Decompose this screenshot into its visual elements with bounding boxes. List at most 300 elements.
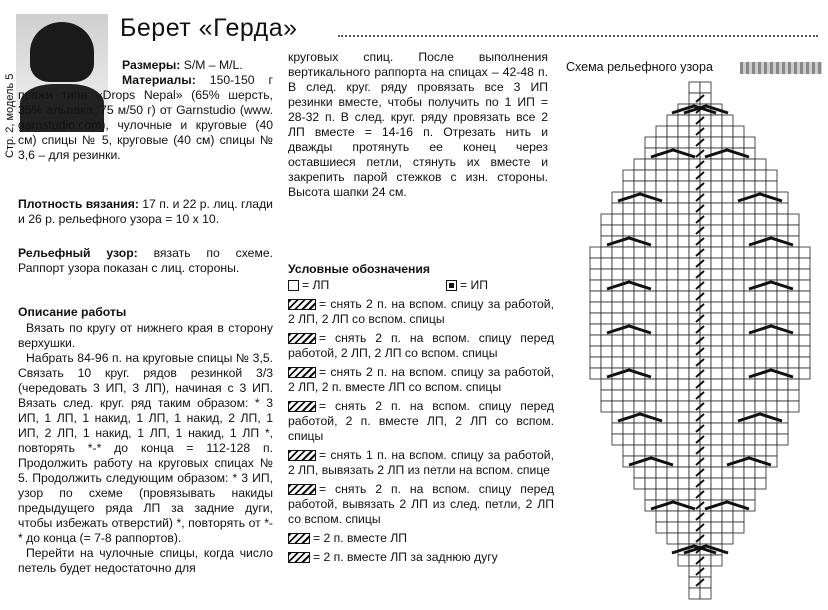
chart-cell xyxy=(700,489,711,500)
chart-cell xyxy=(722,412,733,423)
chart-cell xyxy=(645,445,656,456)
chart-cell xyxy=(678,302,689,313)
chart-cell xyxy=(623,346,634,357)
chart-cell xyxy=(612,258,623,269)
chart-cell xyxy=(645,401,656,412)
chart-cell xyxy=(590,368,601,379)
chart-cell xyxy=(612,269,623,280)
chart-cell xyxy=(623,181,634,192)
chart-cell xyxy=(700,225,711,236)
chart-cell xyxy=(667,203,678,214)
chart-cell xyxy=(799,269,810,280)
chart-cell xyxy=(700,324,711,335)
chart-cell xyxy=(711,181,722,192)
chart-cell xyxy=(700,346,711,357)
chart-cell xyxy=(755,214,766,225)
chart-cell xyxy=(678,368,689,379)
chart-cell xyxy=(656,401,667,412)
chart-cell xyxy=(722,247,733,258)
chart-cell xyxy=(700,390,711,401)
chart-cell xyxy=(700,555,711,566)
chart-cell xyxy=(777,269,788,280)
chart-cell xyxy=(612,379,623,390)
chart-title: Схема рельефного узора xyxy=(566,60,713,74)
chart-cell xyxy=(744,159,755,170)
chart-cell xyxy=(645,269,656,280)
chart-cell xyxy=(656,346,667,357)
chart-cell xyxy=(733,445,744,456)
chart-cell xyxy=(755,170,766,181)
chart-cell xyxy=(700,203,711,214)
chart-cell xyxy=(667,533,678,544)
chart-cell xyxy=(799,357,810,368)
chart-cell xyxy=(722,445,733,456)
chart-cell xyxy=(678,401,689,412)
chart-cell xyxy=(700,170,711,181)
chart-cell xyxy=(733,346,744,357)
chart-cell xyxy=(722,346,733,357)
chart-cell xyxy=(634,302,645,313)
chart-cell xyxy=(689,291,700,302)
chart-cell xyxy=(744,269,755,280)
chart-cell xyxy=(722,302,733,313)
chart-cell xyxy=(634,335,645,346)
chart-cell xyxy=(689,346,700,357)
chart-cell xyxy=(612,313,623,324)
work-paragraph-1: Вязать по кругу от нижнего края в сторону верхушки. xyxy=(18,321,273,350)
chart-cell xyxy=(711,346,722,357)
chart-cell xyxy=(722,533,733,544)
chart-cell xyxy=(700,533,711,544)
chart-cell xyxy=(634,313,645,324)
chart-cell xyxy=(733,203,744,214)
chart-cell xyxy=(623,291,634,302)
chart-cell xyxy=(755,445,766,456)
legend-item: = 2 п. вместе ЛП за заднюю дугу xyxy=(313,550,498,564)
chart-cell xyxy=(777,401,788,412)
chart-cell xyxy=(678,115,689,126)
chart-cell xyxy=(634,291,645,302)
chart-cell xyxy=(689,423,700,434)
chart-cell xyxy=(667,357,678,368)
chart-cell xyxy=(711,489,722,500)
chart-cell xyxy=(634,379,645,390)
chart-cell xyxy=(711,203,722,214)
chart-cell xyxy=(689,412,700,423)
chart-cell xyxy=(612,401,623,412)
chart-cell xyxy=(634,214,645,225)
chart-cell xyxy=(623,258,634,269)
legend-item: = снять 2 п. на вспом. спицу за работой, 2 ЛП, 2 ЛП со вспом. спицы xyxy=(288,297,554,326)
chart-cell xyxy=(755,357,766,368)
cable-front-dec-icon xyxy=(288,401,316,412)
chart-cell xyxy=(799,302,810,313)
chart-cell xyxy=(711,368,722,379)
chart-cell xyxy=(711,126,722,137)
chart-cell xyxy=(678,236,689,247)
chart-cell xyxy=(667,225,678,236)
chart-cell xyxy=(711,247,722,258)
chart-cell xyxy=(601,269,612,280)
chart-cell xyxy=(623,225,634,236)
chart-cell xyxy=(733,137,744,148)
legend-ip: = ИП xyxy=(460,278,489,292)
sizes-value: S/M – M/L. xyxy=(180,58,243,72)
chart-cell xyxy=(689,357,700,368)
chart-cell xyxy=(755,313,766,324)
chart-cell xyxy=(656,159,667,170)
chart-cell xyxy=(656,236,667,247)
chart-cell xyxy=(689,126,700,137)
chart-cell xyxy=(645,357,656,368)
chart-cell xyxy=(777,335,788,346)
chart-cell xyxy=(678,478,689,489)
chart-cell xyxy=(711,115,722,126)
legend-item: = снять 2 п. на вспом. спицу за работой, 2 ЛП, 2 п. вместе ЛП со вспом. спицы xyxy=(288,365,554,394)
chart-cell xyxy=(700,247,711,258)
chart-cell xyxy=(601,379,612,390)
chart-cell xyxy=(678,126,689,137)
chart-cell xyxy=(755,467,766,478)
chart-cell xyxy=(667,247,678,258)
density-block xyxy=(18,197,273,227)
chart-cell xyxy=(623,445,634,456)
chart-cell xyxy=(656,511,667,522)
chart-cell xyxy=(689,434,700,445)
chart-cell xyxy=(744,357,755,368)
chart-cell xyxy=(700,126,711,137)
chart-cell xyxy=(678,412,689,423)
chart-cell xyxy=(788,291,799,302)
chart-cell xyxy=(667,401,678,412)
chart-cell xyxy=(722,159,733,170)
chart-cell xyxy=(744,445,755,456)
chart-cell xyxy=(689,379,700,390)
chart-cell xyxy=(634,258,645,269)
legend-item: = снять 1 п. на вспом. спицу за работой, 2 ЛП, вывязать 2 ЛП из петли на вспом. спице xyxy=(288,448,554,477)
chart-cell xyxy=(755,225,766,236)
chart-cell xyxy=(733,159,744,170)
chart-cell xyxy=(722,401,733,412)
chart-cell xyxy=(623,313,634,324)
density-label: Плотность вязания: xyxy=(18,197,139,211)
chart-cell xyxy=(656,302,667,313)
chart-cell xyxy=(645,423,656,434)
chart-cell xyxy=(777,390,788,401)
chart-cell xyxy=(711,555,722,566)
chart-cell xyxy=(700,82,711,93)
chart-cell xyxy=(722,280,733,291)
chart-cell xyxy=(700,445,711,456)
chart-cell xyxy=(678,434,689,445)
chart-cell xyxy=(678,269,689,280)
chart-cell xyxy=(667,324,678,335)
legend-item: = снять 2 п. на вспом. спицу перед работой, вывязать 2 ЛП из след. петли, 2 ЛП со вспом. спицы xyxy=(288,482,554,526)
chart-cell xyxy=(722,126,733,137)
chart-cell xyxy=(777,423,788,434)
chart-cell xyxy=(623,390,634,401)
chart-cell xyxy=(755,335,766,346)
chart-cell xyxy=(612,214,623,225)
chart-cell xyxy=(667,280,678,291)
chart-cell xyxy=(744,434,755,445)
chart-cell xyxy=(689,511,700,522)
chart-cell xyxy=(612,346,623,357)
chart-cell xyxy=(656,203,667,214)
materials-block xyxy=(18,73,273,163)
chart-cell xyxy=(601,346,612,357)
chart-cell xyxy=(601,291,612,302)
chart-cell xyxy=(711,269,722,280)
chart-cell xyxy=(667,181,678,192)
chart-cell xyxy=(590,357,601,368)
chart-cell xyxy=(678,192,689,203)
chart-cell xyxy=(689,170,700,181)
chart-cell xyxy=(645,170,656,181)
chart-cell xyxy=(612,434,623,445)
chart-cell xyxy=(667,335,678,346)
chart-cell xyxy=(744,478,755,489)
chart-cell xyxy=(700,313,711,324)
chart-cell xyxy=(711,522,722,533)
cable-front-inc-icon xyxy=(288,484,316,495)
chart-cell xyxy=(656,269,667,280)
chart-cell xyxy=(711,324,722,335)
chart-cell xyxy=(689,236,700,247)
chart-cell xyxy=(634,346,645,357)
chart-cell xyxy=(755,379,766,390)
chart-cell xyxy=(711,170,722,181)
chart-cell xyxy=(645,313,656,324)
chart-cell xyxy=(623,434,634,445)
chart-cell xyxy=(744,137,755,148)
knit-symbol-icon xyxy=(288,280,299,291)
chart-cell xyxy=(678,170,689,181)
chart-cell xyxy=(678,379,689,390)
chart-cell xyxy=(744,489,755,500)
chart-cell xyxy=(766,445,777,456)
chart-cell xyxy=(788,335,799,346)
chart-cell xyxy=(722,291,733,302)
chart-cell xyxy=(634,434,645,445)
chart-cell xyxy=(766,434,777,445)
chart-cell xyxy=(711,434,722,445)
chart-cell xyxy=(645,434,656,445)
chart-cell xyxy=(733,379,744,390)
chart-cell xyxy=(656,522,667,533)
chart-cell xyxy=(656,313,667,324)
chart-cell xyxy=(667,445,678,456)
chart-cell xyxy=(722,313,733,324)
chart-cell xyxy=(656,247,667,258)
chart-cell xyxy=(678,225,689,236)
chart-cell xyxy=(733,357,744,368)
chart-cell xyxy=(777,302,788,313)
chart-cell xyxy=(634,170,645,181)
chart-cell xyxy=(656,137,667,148)
chart-cell xyxy=(777,214,788,225)
chart-cell xyxy=(700,368,711,379)
chart-cell xyxy=(766,258,777,269)
chart-cell xyxy=(711,533,722,544)
chart-cell xyxy=(766,423,777,434)
chart-cell xyxy=(612,203,623,214)
chart-cell xyxy=(656,478,667,489)
chart-cell xyxy=(689,258,700,269)
chart-cell xyxy=(645,225,656,236)
chart-cell xyxy=(634,181,645,192)
chart-cell xyxy=(799,335,810,346)
chart-cell xyxy=(601,357,612,368)
materials-text: 150-150 г пряжи типа «Drops Nepal» (65% шерсть, 35% альпака, 75 м/50 г) от Garnstudio (www. garnstudio.com), чулочные и круговые (40 см) спицы № 5, круговые (40 см) спицы № 3,6 – для резинки. xyxy=(18,73,273,162)
chart-cell xyxy=(689,181,700,192)
chart-cell xyxy=(656,423,667,434)
chart-cell xyxy=(733,511,744,522)
chart-cell xyxy=(722,379,733,390)
chart-cell xyxy=(744,302,755,313)
chart-cell xyxy=(722,269,733,280)
chart-cell xyxy=(799,291,810,302)
chart-cell xyxy=(678,533,689,544)
k2tog-icon xyxy=(288,533,310,544)
chart-cell xyxy=(700,401,711,412)
chart-cell xyxy=(722,335,733,346)
chart-cell xyxy=(733,302,744,313)
chart-cell xyxy=(623,379,634,390)
chart-cell xyxy=(799,247,810,258)
chart-cell xyxy=(667,126,678,137)
chart-cell xyxy=(601,390,612,401)
chart-cell xyxy=(678,159,689,170)
chart-cell xyxy=(678,313,689,324)
chart-cell xyxy=(689,247,700,258)
chart-cell xyxy=(733,368,744,379)
chart-cell xyxy=(777,434,788,445)
chart-cell xyxy=(678,280,689,291)
work-paragraph-2: Набрать 84-96 п. на круговые спицы № 3,5. Связать 10 круг. рядов резинкой 3/3 (чередовать 3 ИП, 3 ЛП), начиная с 3 ИП. Вязать след. круг. ряд таким образом: * 3 ИП, 1 ЛП, 1 накид, 1 ЛП, 1 накид, 2 ЛП, 1 ИП, 2 ЛП, 1 накид, 1 ЛП, 1 накид, 1 ЛП *, повторять *-* до конца = 112-128 п. Продолжить работу на круговых спицах № 5. Продолжить следующим образом: * 3 ИП, узор по схеме (провязывать накиды предыдущего ряда ЛП за задние дуги, чтобы избежать отверстий) *, повторять от *-* до конца (= 7-8 раппортов). xyxy=(18,351,273,545)
chart-cell xyxy=(711,214,722,225)
chart-cell xyxy=(689,159,700,170)
chart-cell xyxy=(755,291,766,302)
chart-cell xyxy=(700,588,711,599)
chart-cell xyxy=(788,302,799,313)
chart-cell xyxy=(788,401,799,412)
chart-cell xyxy=(656,181,667,192)
chart-cell xyxy=(645,467,656,478)
chart-cell xyxy=(744,390,755,401)
chart-cell xyxy=(590,258,601,269)
chart-cell xyxy=(667,489,678,500)
chart-cell xyxy=(755,159,766,170)
chart-cell xyxy=(700,302,711,313)
chart-cell xyxy=(700,478,711,489)
chart-cell xyxy=(744,170,755,181)
chart-cell xyxy=(766,247,777,258)
chart-cell xyxy=(645,137,656,148)
chart-cell xyxy=(667,291,678,302)
chart-cell xyxy=(722,434,733,445)
chart-cell xyxy=(722,236,733,247)
legend-item: = снять 2 п. на вспом. спицу перед работой, 2 ЛП, 2 ЛП со вспом. спицы xyxy=(288,331,554,360)
chart-cell xyxy=(645,291,656,302)
work-paragraph-3: Перейти на чулочные спицы, когда число петель будет недостаточно для xyxy=(18,546,273,575)
chart-cell xyxy=(733,324,744,335)
chart-cell xyxy=(799,324,810,335)
chart-cell xyxy=(645,302,656,313)
chart-cell xyxy=(711,467,722,478)
chart-cell xyxy=(623,214,634,225)
chart-cell xyxy=(777,247,788,258)
page-title: Берет «Герда» xyxy=(120,14,298,42)
chart-cell xyxy=(700,379,711,390)
chart-cell xyxy=(667,467,678,478)
chart-cell xyxy=(722,390,733,401)
chart-cell xyxy=(678,511,689,522)
chart-cell xyxy=(799,368,810,379)
chart-cell xyxy=(722,423,733,434)
chart-cell xyxy=(766,214,777,225)
chart-cell xyxy=(722,467,733,478)
chart-cell xyxy=(656,214,667,225)
chart-cell xyxy=(777,291,788,302)
chart-cell xyxy=(634,401,645,412)
chart-cell xyxy=(777,258,788,269)
cable-front-icon xyxy=(288,333,316,344)
chart-cell xyxy=(667,379,678,390)
chart-cell xyxy=(700,423,711,434)
legend-list xyxy=(288,297,554,565)
chart-cell xyxy=(689,269,700,280)
chart-cell xyxy=(711,335,722,346)
chart-cell xyxy=(722,357,733,368)
chart-cell xyxy=(601,335,612,346)
chart-cell xyxy=(612,291,623,302)
chart-cell xyxy=(744,313,755,324)
chart-cell xyxy=(722,225,733,236)
page-reference: Стр. 2, модель 5 xyxy=(4,73,16,158)
chart-cell xyxy=(744,214,755,225)
chart-cell xyxy=(766,181,777,192)
chart-cell xyxy=(689,335,700,346)
chart-cell xyxy=(766,203,777,214)
chart-cell xyxy=(777,203,788,214)
chart-cell xyxy=(766,357,777,368)
chart-cell xyxy=(722,181,733,192)
chart-cell xyxy=(744,181,755,192)
chart-cell xyxy=(623,269,634,280)
chart-cell xyxy=(656,434,667,445)
chart-cell xyxy=(733,291,744,302)
chart-cell xyxy=(700,456,711,467)
chart-cell xyxy=(755,203,766,214)
chart-cell xyxy=(612,423,623,434)
chart-cell xyxy=(689,456,700,467)
legend-basic xyxy=(288,278,548,293)
chart-cell xyxy=(711,236,722,247)
chart-cell xyxy=(689,467,700,478)
chart-cell xyxy=(755,423,766,434)
chart-cell xyxy=(722,115,733,126)
chart-cell xyxy=(700,192,711,203)
legend-lp: = ЛП xyxy=(302,278,330,292)
chart-cell xyxy=(733,423,744,434)
chart-cell xyxy=(689,577,700,588)
title-divider xyxy=(338,35,818,37)
chart-cell xyxy=(777,225,788,236)
chart-cell xyxy=(667,346,678,357)
sizes-label: Размеры: xyxy=(122,58,181,72)
chart-cell xyxy=(656,379,667,390)
